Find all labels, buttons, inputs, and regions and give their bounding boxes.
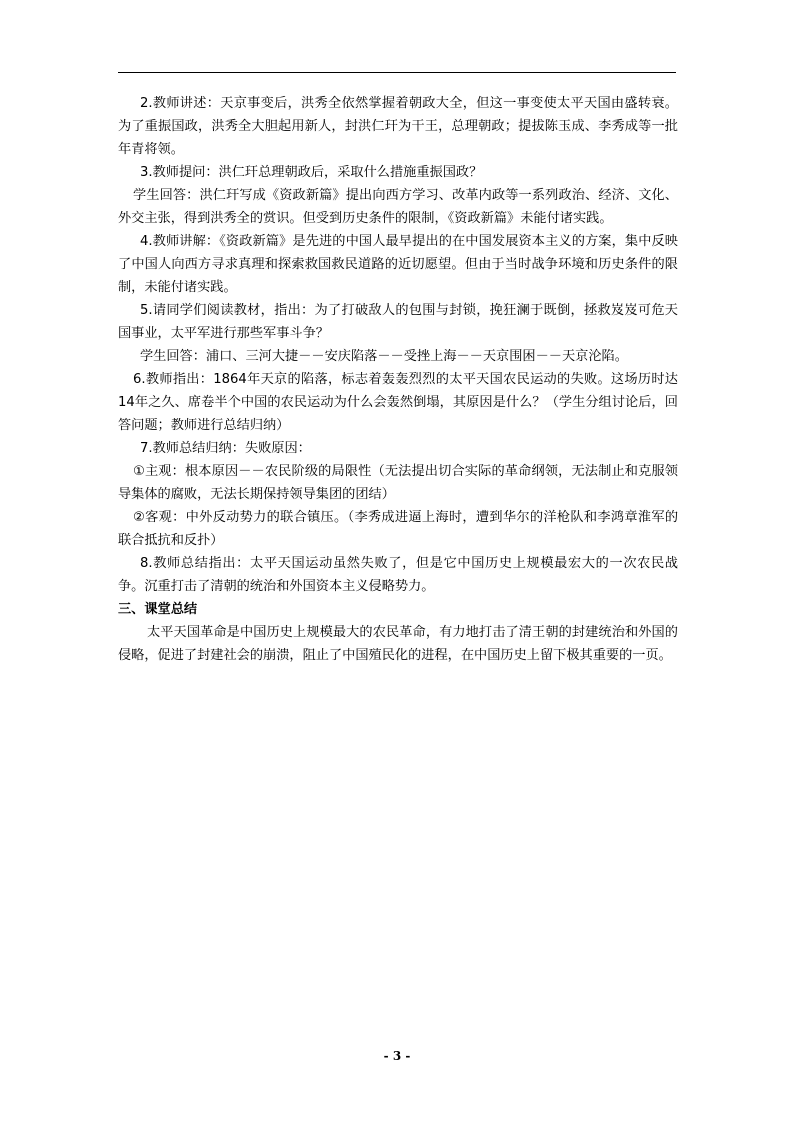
page-number: - 3 - xyxy=(383,1049,411,1063)
paragraph-student-answer-1: 学生回答：洪仁玕写成《资政新篇》提出向西方学习、改革内政等一系列政治、经济、文化、外交主张，得到洪秀全的赏识。但受到历史条件的限制，《资政新篇》未能付诸实践。 xyxy=(118,188,678,226)
paragraph-teacher-summary: 7.教师总结归纳：失败原因： xyxy=(140,441,311,456)
paragraph-subjective-cause: ①主观：根本原因－－农民阶级的局限性（无法提出切合实际的革命纲领，无法制止和克服领导集体的腐败，无法长期保持领导集团的团结） xyxy=(118,464,678,502)
document-body xyxy=(118,92,678,667)
paragraph-teacher-narration: 2.教师讲述：天京事变后，洪秀全依然掌握着朝政大全，但这一事变使太平天国由盛转衰。为了重振国政，洪秀全大胆起用新人，封洪仁玕为干王，总理朝政；提拔陈玉成、李秀成等一批年青将领。 xyxy=(118,96,678,157)
paragraph-final-summary: 8.教师总结指出：太平天国运动虽然失败了，但是它中国历史上规模最宏大的一次农民战争。沉重打击了清朝的统治和外国资本主义侵略势力。 xyxy=(118,556,678,594)
paragraph-objective-cause: ②客观：中外反动势力的联合镇压。（李秀成进逼上海时，遭到华尔的洋枪队和李鸿章淮军的联合抵抗和反扑） xyxy=(118,510,678,548)
header-rule xyxy=(118,72,676,73)
paragraph-teacher-question: 3.教师提问：洪仁玕总理朝政后，采取什么措施重振国政？ xyxy=(140,165,483,180)
summary-paragraph: 太平天国革命是中国历史上规模最大的农民革命，有力地打击了清王朝的封建统治和外国的侵略，促进了封建社会的崩溃，阻止了中国殖民化的进程，在中国历史上留下极其重要的一页。 xyxy=(118,625,678,663)
section-title: 三、课堂总结 xyxy=(118,602,198,617)
paragraph-reading-task: 5.请同学们阅读教材，指出：为了打破敌人的包围与封锁，挽狂澜于既倒，拯救岌岌可危天国事业，太平军进行那些军事斗争？ xyxy=(118,303,678,341)
paragraph-teacher-explanation: 4.教师讲解：《资政新篇》是先进的中国人最早提出的在中国发展资本主义的方案，集中反映了中国人向西方寻求真理和探索救国救民道路的近切愿望。但由于当时战争环境和历史条件的限制，未能付诸实践。 xyxy=(118,234,678,295)
paragraph-student-answer-2: 学生回答：浦口、三河大捷－－安庆陷落－－受挫上海－－天京围困－－天京沦陷。 xyxy=(140,349,628,364)
paragraph-teacher-point: 6.教师指出：1864年天京的陷落，标志着轰轰烈烈的太平天国农民运动的失败。这场历时达14年之久、席卷半个中国的农民运动为什么会轰然倒塌，其原因是什么？（学生分组讨论后，回答问题；教师进行总结归纳） xyxy=(118,372,678,433)
